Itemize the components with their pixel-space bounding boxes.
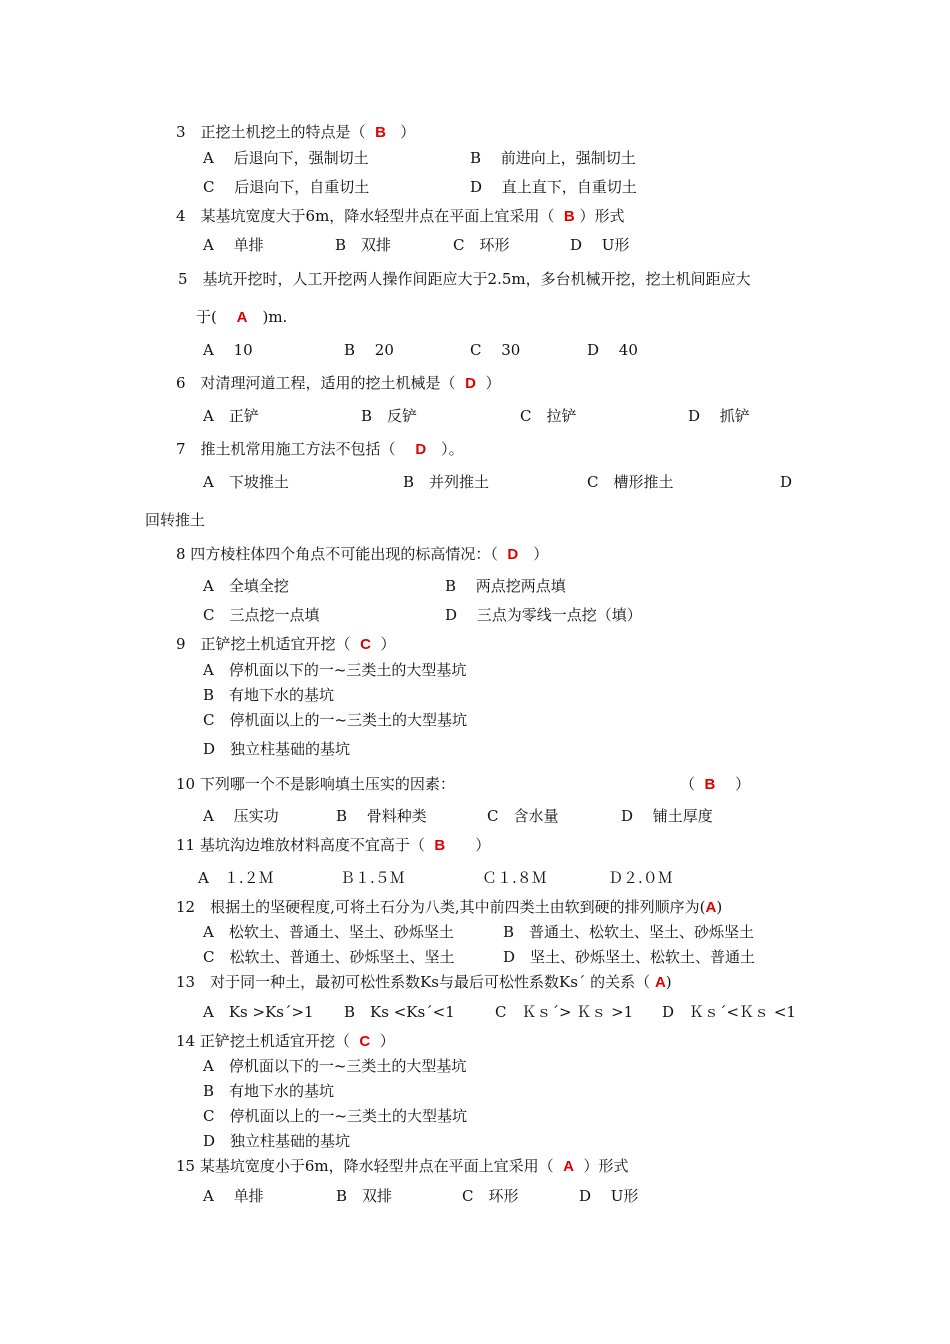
answer-mark: B bbox=[434, 837, 446, 854]
answer-mark: A bbox=[705, 899, 717, 916]
question-3 bbox=[176, 122, 415, 143]
question-text-end: )m. bbox=[247, 308, 288, 326]
question-13 bbox=[176, 972, 672, 993]
option-c: C Ｋｓ´> Ｋｓ >1 bbox=[495, 1003, 634, 1021]
option-c: C 含水量 bbox=[487, 807, 559, 825]
question-text-end: ）。 bbox=[426, 440, 464, 458]
answer-mark: A bbox=[563, 1158, 575, 1175]
question-text-end: ） bbox=[715, 775, 751, 793]
question-text: （ bbox=[680, 775, 705, 793]
question-text: 9 正铲挖土机适宜开挖（ bbox=[176, 635, 361, 653]
option-b: B 前进向上，强制切土 bbox=[470, 149, 636, 167]
option-a: A Ks >Ks´>1 bbox=[203, 1003, 314, 1021]
option-c: C 环形 bbox=[462, 1187, 519, 1205]
question-4 bbox=[176, 206, 624, 227]
option-d-cont: 回转推土 bbox=[145, 511, 206, 529]
answer-mark: C bbox=[359, 1033, 371, 1050]
question-15 bbox=[176, 1156, 629, 1177]
answer-mark: A bbox=[236, 309, 248, 326]
option-a: A 下坡推土 bbox=[203, 473, 289, 491]
answer-mark: D bbox=[465, 375, 476, 392]
question-9 bbox=[176, 634, 395, 655]
option-b: B 骨料种类 bbox=[336, 807, 427, 825]
question-text-end: ） bbox=[370, 1032, 395, 1050]
option-a: A 单排 bbox=[203, 236, 264, 254]
option-b: B 20 bbox=[344, 341, 394, 359]
option-a: A 单排 bbox=[203, 1187, 264, 1205]
option-b: B 两点挖两点填 bbox=[445, 577, 566, 595]
option-a: A 停机面以下的一~三类土的大型基坑 bbox=[203, 661, 467, 679]
question-text-end: ） bbox=[370, 635, 396, 653]
answer-mark: A bbox=[654, 974, 666, 991]
option-c: C 30 bbox=[470, 341, 521, 359]
option-b: B 并列推土 bbox=[403, 473, 490, 491]
option-b: B 有地下水的基坑 bbox=[203, 1082, 335, 1100]
option-b: B 有地下水的基坑 bbox=[203, 686, 335, 704]
option-b: B 普通土、松软土、坚土、砂烁坚土 bbox=[503, 923, 755, 941]
option-a: A 压实功 bbox=[203, 807, 279, 825]
option-d: D Ｋｓ´<Ｋｓ <1 bbox=[662, 1003, 796, 1021]
option-a: A 停机面以下的一~三类土的大型基坑 bbox=[203, 1057, 467, 1075]
question-text: 4 某基坑宽度大于6m，降水轻型井点在平面上宜采用（ bbox=[176, 207, 564, 225]
option-d: D 抓铲 bbox=[688, 407, 750, 425]
answer-mark: C bbox=[360, 636, 371, 653]
question-text: 15 某基坑宽度小于6m，降水轻型井点在平面上宜采用（ bbox=[176, 1157, 564, 1175]
option-b: Ｂ１.５Ｍ bbox=[340, 869, 405, 887]
option-d: D 三点为零线一点挖（填） bbox=[445, 606, 642, 624]
question-text: 7 推土机常用施工方法不包括（ bbox=[176, 440, 416, 458]
option-c: Ｃ１.８Ｍ bbox=[482, 869, 547, 887]
question-text: 3 正挖土机挖土的特点是（ bbox=[176, 123, 376, 141]
option-a: A 正铲 bbox=[203, 407, 259, 425]
question-7 bbox=[176, 439, 464, 460]
question-12 bbox=[176, 897, 722, 918]
option-d: D 铺土厚度 bbox=[621, 807, 713, 825]
option-a: A 10 bbox=[203, 341, 253, 359]
question-text-end: ） bbox=[518, 545, 549, 563]
question-10-answer bbox=[680, 774, 750, 795]
option-d: D bbox=[780, 473, 793, 491]
question-text: 12 根据土的坚硬程度,可将土石分为八类,其中前四类土由软到硬的排列顺序为( bbox=[176, 898, 706, 916]
option-d: D 40 bbox=[587, 341, 638, 359]
question-6 bbox=[176, 373, 500, 394]
question-10: 10 下列哪一个不是影响填土压实的因素： bbox=[176, 775, 455, 793]
question-text-end: ）形式 bbox=[574, 1157, 629, 1175]
option-b: B 反铲 bbox=[361, 407, 418, 425]
answer-mark: D bbox=[415, 441, 427, 458]
question-text-end: ) bbox=[716, 898, 723, 916]
option-d: Ｄ２.０Ｍ bbox=[608, 869, 673, 887]
option-c: C 槽形推土 bbox=[587, 473, 674, 491]
option-a: A 后退向下，强制切土 bbox=[203, 149, 369, 167]
option-c: C 停机面以上的一~三类土的大型基坑 bbox=[203, 1107, 468, 1125]
option-d: D U形 bbox=[570, 236, 630, 254]
question-text-end: ） bbox=[445, 836, 491, 854]
question-14 bbox=[176, 1031, 395, 1052]
question-text-end: ） bbox=[475, 374, 501, 392]
option-c: C 拉铲 bbox=[520, 407, 577, 425]
option-b: B 双排 bbox=[336, 1187, 393, 1205]
question-11 bbox=[176, 835, 490, 856]
option-d: D 独立柱基础的基坑 bbox=[203, 1132, 351, 1150]
question-text: 11 基坑沟边堆放材料高度不宜高于（ bbox=[176, 836, 435, 854]
question-text: 于( bbox=[196, 308, 237, 326]
option-d: D 坚土、砂烁坚土、松软土、普通土 bbox=[503, 948, 756, 966]
question-5-cont bbox=[196, 307, 287, 328]
option-d: D 直上直下，自重切土 bbox=[470, 178, 637, 196]
question-text: 14 正铲挖土机适宜开挖（ bbox=[176, 1032, 360, 1050]
question-text-end: ）形式 bbox=[574, 207, 625, 225]
question-5: 5 基坑开挖时，人工开挖两人操作间距应大于2.5m，多台机械开挖，挖土机间距应大 bbox=[178, 270, 751, 288]
answer-mark: D bbox=[507, 546, 519, 563]
option-a: A 全填全挖 bbox=[203, 577, 289, 595]
option-d: D 独立柱基础的基坑 bbox=[203, 740, 351, 758]
option-b: B 双排 bbox=[335, 236, 392, 254]
option-a: A １.２Ｍ bbox=[198, 869, 274, 887]
option-c: C 三点挖一点填 bbox=[203, 606, 320, 624]
answer-mark: B bbox=[375, 124, 386, 141]
option-b: B Ks <Ks´<1 bbox=[344, 1003, 455, 1021]
answer-mark: B bbox=[563, 208, 575, 225]
option-c: C 后退向下，自重切土 bbox=[203, 178, 370, 196]
question-text: 13 对于同一种土，最初可松性系数Ks与最后可松性系数Ks´ 的关系（ bbox=[176, 973, 655, 991]
question-text: 8 四方棱柱体四个角点不可能出现的标高情况：（ bbox=[176, 545, 508, 563]
answer-mark: B bbox=[704, 776, 716, 793]
option-d: D U形 bbox=[579, 1187, 639, 1205]
question-text-end: ) bbox=[665, 973, 672, 991]
option-a: A 松软土、普通土、坚土、砂烁坚土 bbox=[203, 923, 454, 941]
question-8 bbox=[176, 544, 548, 565]
option-c: C 停机面以上的一~三类土的大型基坑 bbox=[203, 711, 468, 729]
option-c: C 环形 bbox=[453, 236, 510, 254]
option-c: C 松软土、普通土、砂烁坚土、坚土 bbox=[203, 948, 455, 966]
question-text-end: ） bbox=[385, 123, 416, 141]
question-text: 6 对清理河道工程，适用的挖土机械是（ bbox=[176, 374, 466, 392]
